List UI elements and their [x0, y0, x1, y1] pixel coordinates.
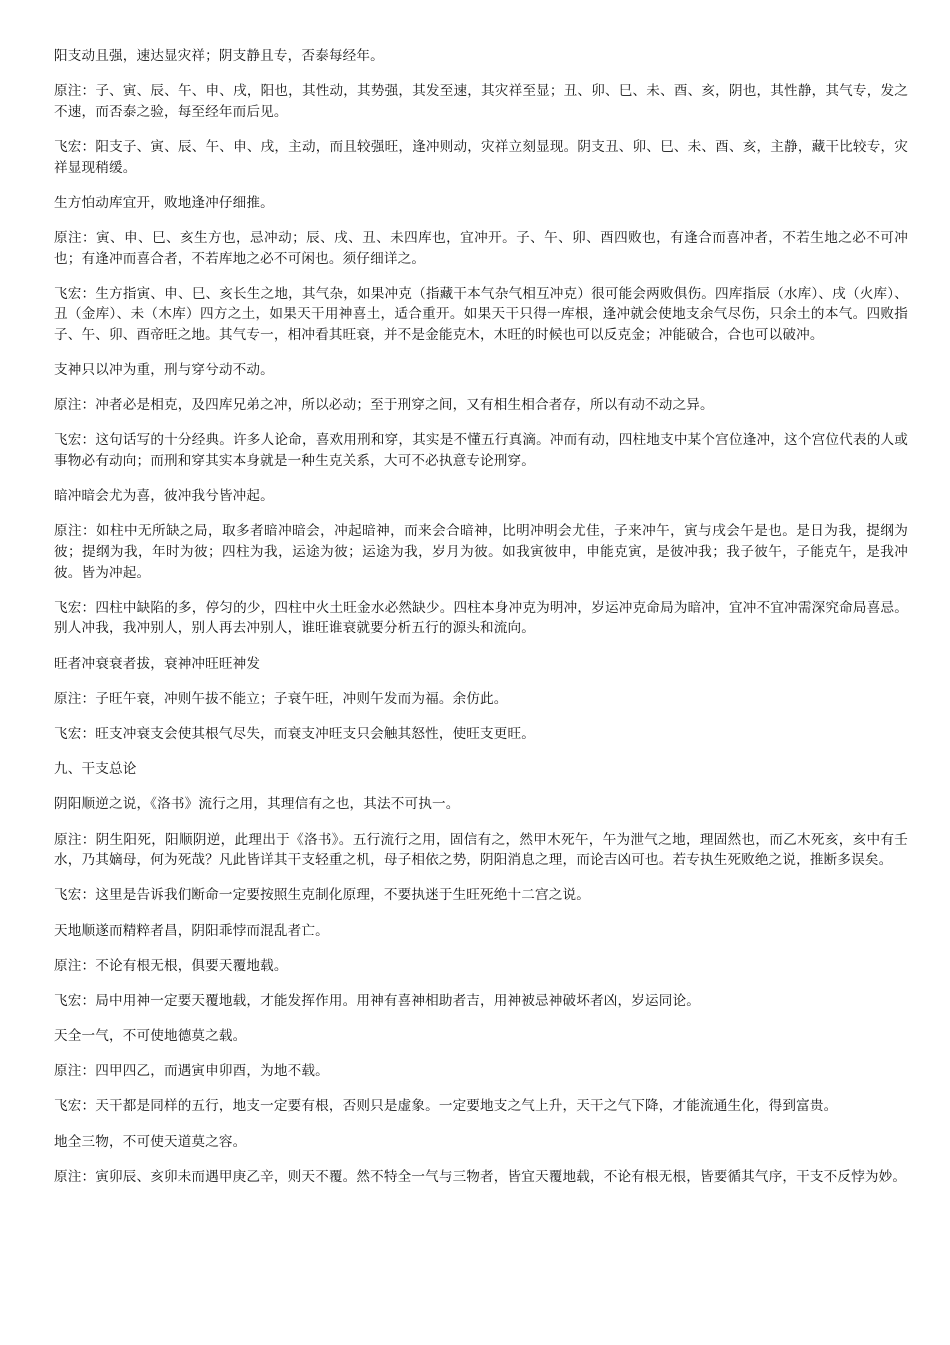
paragraph: 飞宏：旺支冲衰支会使其根气尽失，而衰支冲旺支只会触其怒性，使旺支更旺。 — [54, 725, 536, 742]
paragraph: 飞宏：天干都是同样的五行，地支一定要有根，否则只是虚象。一定要地支之气上升，天干之气下降，才能流通生化，得到富贵。 — [54, 1098, 838, 1115]
paragraph: 生方怕动库宜开，败地逢冲仔细推。 — [54, 194, 274, 211]
paragraph: 原注：寅卯辰、亥卯未而遇甲庚乙辛，则天不覆。然不特全一气与三物者，皆宜天覆地载，不论有根无根，皆要循其气序，干支不反悖为妙。 — [54, 1168, 907, 1185]
paragraph: 原注：子、寅、辰、午、申、戌，阳也，其性动，其势强，其发至速，其灾祥至显；丑、卯、巳、未、酉、亥，阴也，其性静，其气专，发之不速，而否泰之验，每至经年而后见。 — [54, 83, 908, 120]
paragraph: 支神只以冲为重，刑与穿兮动不动。 — [54, 362, 274, 379]
paragraph: 阳支动且强，速达显灾祥；阴支静且专，否泰每经年。 — [54, 48, 384, 64]
paragraph: 原注：冲者必是相克，及四库兄弟之冲，所以必动；至于刑穿之间，又有相生相合者存，所以有动不动之异。 — [54, 397, 714, 414]
paragraph: 地全三物，不可使天道莫之容。 — [54, 1133, 247, 1150]
paragraph: 阴阳顺逆之说，《洛书》流行之用，其理信有之也，其法不可执一。 — [54, 796, 460, 813]
paragraph: 飞宏：这句话写的十分经典。许多人论命，喜欢用刑和穿，其实是不懂五行真滴。冲而有动，四柱地支中某个宫位逢冲，这个宫位代表的人或事物必有动向；而刑和穿其实本身就是一种生克关系，大可不必执意专论刑穿。 — [54, 432, 908, 470]
paragraph: 原注：如柱中无所缺之局，取多者暗冲暗会，冲起暗神，而来会合暗神，比明冲明会尤佳，子来冲午，寅与戌会午是也。是日为我，提纲为彼；提纲为我，年时为彼；四柱为我，运途为彼；运途为我，岁月为彼。如我寅彼申，申能克寅，是彼冲我；我子彼午，子能克午，是我冲彼。皆为冲起。 — [54, 523, 908, 581]
paragraph: 原注：子旺午衰，冲则午拔不能立；子衰午旺，冲则午发而为福。余仿此。 — [54, 690, 508, 707]
paragraph: 原注：寅、申、巳、亥生方也，忌冲动；辰、戌、丑、未四库也，宜冲开。子、午、卯、酉四败也，有逢合而喜冲者，不若生地之必不可冲也；有逢冲而喜合者，不若库地之必不可闲也。须仔细详之。 — [54, 229, 908, 267]
paragraph: 飞宏：阳支子、寅、辰、午、申、戌，主动，而且较强旺，逢冲则动，灾祥立刻显现。阴支丑、卯、巳、未、酉、亥，主静，藏干比较专，灾祥显现稍缓。 — [54, 138, 908, 176]
paragraph: 飞宏：生方指寅、申、巳、亥长生之地，其气杂，如果冲克（指藏干本气杂气相互冲克）很可能会两败俱伤。四库指辰（水库）、戌（火库）、丑（金库）、未（木库）四方之土，如果天干用神喜土，适合重开。如果天干只得一库根，逢冲就会使地支余气尽伤，只余土的本气。四败指子、午、卯、酉帝旺之地。其气专一，相冲看其旺衰，并不是金能克木，木旺的时候也可以反克金；冲能破合，合也可以破冲。 — [54, 285, 908, 343]
paragraph: 天地顺遂而精粹者昌，阴阳乖悖而混乱者亡。 — [54, 922, 329, 939]
paragraph: 暗冲暗会尤为喜，彼冲我兮皆冲起。 — [54, 488, 274, 505]
section-heading: 九、干支总论 — [54, 761, 137, 778]
paragraph: 飞宏：这里是告诉我们断命一定要按照生克制化原理，不要执迷于生旺死绝十二宫之说。 — [54, 887, 591, 904]
paragraph: 天全一气，不可使地德莫之载。 — [54, 1028, 247, 1045]
paragraph: 旺者冲衰衰者拔，衰神冲旺旺神发 — [54, 655, 261, 672]
paragraph: 原注：四甲四乙，而遇寅申卯酉，为地不载。 — [54, 1063, 329, 1080]
paragraph: 飞宏：四柱中缺陷的多，停匀的少，四柱中火土旺金水必然缺少。四柱本身冲克为明冲，岁运冲克命局为暗冲，宜冲不宜冲需深究命局喜忌。别人冲我，我冲别人，别人再去冲别人，谁旺谁衰就要分析五行的源头和流向。 — [54, 599, 908, 637]
paragraph: 原注：不论有根无根，俱要天覆地载。 — [54, 957, 288, 974]
paragraph: 原注：阴生阳死，阳顺阴逆，此理出于《洛书》。五行流行之用，固信有之，然甲木死午，午为泄气之地，理固然也，而乙木死亥，亥中有壬水，乃其嫡母，何为死哉？凡此皆详其干支轻重之机，母子相依之势，阴阳消息之理，而论吉凶可也。若专执生死败绝之说，推断多误矣。 — [54, 831, 908, 869]
paragraph: 飞宏：局中用神一定要天覆地载，才能发挥作用。用神有喜神相助者吉，用神被忌神破坏者凶，岁运同论。 — [54, 992, 700, 1009]
